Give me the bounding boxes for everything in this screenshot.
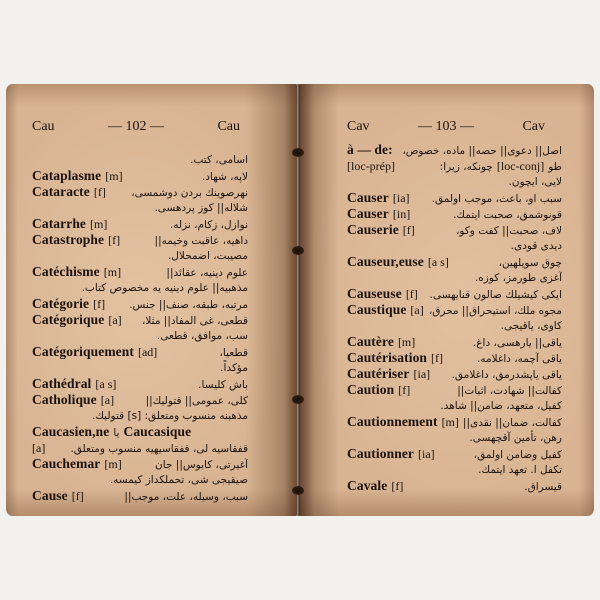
entry-line bbox=[347, 382, 562, 398]
entry-translation-group bbox=[155, 457, 248, 472]
translation: كفيل وضامن اولمق، bbox=[473, 449, 562, 461]
entry-translation-group bbox=[478, 462, 562, 478]
entry-line bbox=[32, 456, 248, 472]
entry-headword-group bbox=[32, 232, 120, 248]
translation: اسامی، کتب. bbox=[190, 154, 248, 166]
headword: Catégoriquement bbox=[32, 344, 134, 359]
entry-line bbox=[32, 488, 248, 504]
continuation-line bbox=[32, 152, 248, 168]
entry-translation-group bbox=[154, 200, 248, 216]
entry-line bbox=[347, 446, 562, 462]
entry-translation-group bbox=[124, 489, 248, 504]
continuation-line bbox=[32, 408, 248, 424]
entry-headword-group bbox=[347, 382, 410, 398]
entry-line bbox=[347, 366, 562, 382]
headword: Catégorique bbox=[32, 312, 105, 327]
continuation-line bbox=[347, 238, 562, 254]
translation: سبب او، باعث، موجب اولمق. bbox=[431, 193, 562, 205]
headword: Cavale bbox=[347, 478, 388, 493]
part-of-speech: [ia] bbox=[413, 367, 431, 381]
headword: Caucasique bbox=[123, 424, 192, 439]
entry-line bbox=[32, 296, 248, 312]
entry-translation-group bbox=[166, 265, 248, 280]
translation: سب، موافق، قطعى. bbox=[156, 330, 248, 342]
entry-translation-group bbox=[440, 398, 562, 414]
entry-line bbox=[32, 168, 248, 184]
entry-translation-group bbox=[82, 280, 248, 296]
headword: Causer bbox=[347, 190, 389, 205]
entry-headword-group bbox=[347, 206, 410, 222]
translation: كفالت|| شهادت، اثبات|| bbox=[457, 385, 562, 397]
part-of-speech: [loc-conj] bbox=[496, 159, 545, 173]
entry-headword-group bbox=[32, 216, 107, 232]
headword: Catastrophe bbox=[32, 232, 105, 247]
entry-translation-group bbox=[157, 328, 248, 344]
entry-headword-group bbox=[32, 168, 123, 184]
translation: لاف، صحبت|| كفت وكو، bbox=[455, 225, 562, 237]
entry-headword-group bbox=[32, 424, 191, 440]
translation: كفالت، ضمان|| نقدى|| bbox=[462, 417, 562, 429]
entry-headword-group bbox=[347, 254, 449, 270]
translation: لاپه، شهاد. bbox=[201, 171, 248, 183]
entry-translation-group bbox=[457, 383, 562, 398]
translation: آغيرتى، كابوس|| جان bbox=[155, 459, 248, 471]
continuation-line bbox=[32, 472, 248, 488]
part-of-speech: [f] bbox=[108, 233, 121, 247]
part-of-speech: [m] bbox=[90, 217, 108, 231]
part-of-speech: [ia] bbox=[418, 447, 435, 461]
continuation-line bbox=[32, 360, 248, 376]
headword: Causeuse bbox=[347, 286, 402, 301]
entry-headword-group bbox=[347, 334, 415, 350]
entry-translation-group bbox=[146, 393, 248, 408]
entry-line bbox=[32, 184, 248, 200]
continuation-line bbox=[347, 270, 562, 286]
translation: آغزى طورمز، كوزه. bbox=[474, 272, 562, 284]
entry-translation-group bbox=[456, 223, 562, 238]
headword: Cautionner bbox=[347, 446, 415, 461]
part-of-speech: [ad] bbox=[137, 345, 158, 359]
entry-line bbox=[32, 312, 248, 328]
entry-headword-group bbox=[347, 478, 403, 494]
continuation-line bbox=[32, 280, 248, 296]
part-of-speech: [f] bbox=[398, 383, 411, 397]
entry-headword-group bbox=[32, 344, 157, 360]
entry-line bbox=[32, 232, 248, 248]
part-of-speech: [f] bbox=[405, 287, 418, 301]
translation: علوم دينيه، عقائد|| bbox=[166, 267, 248, 279]
translation: طو bbox=[548, 161, 562, 173]
entry-headword-group bbox=[32, 488, 84, 504]
part-of-speech: [loc-prép] bbox=[347, 159, 395, 173]
entry-line bbox=[347, 286, 562, 302]
part-of-speech: [f] bbox=[71, 489, 84, 503]
headword: Cautère bbox=[347, 334, 394, 349]
headword: Catéchisme bbox=[32, 264, 100, 279]
translation: قفقاسيه لى، قفقاسيهيه منسوب ومتعلق. bbox=[70, 443, 248, 455]
translation: قطعيا، bbox=[219, 347, 248, 359]
entry-translation-group bbox=[475, 270, 562, 286]
entry-line bbox=[347, 350, 562, 366]
entry-translation-group bbox=[429, 303, 562, 318]
page-number: — 103 — bbox=[418, 119, 474, 134]
entry-translation-group bbox=[142, 313, 248, 328]
entry-translation-group bbox=[129, 297, 248, 312]
headword: Catégorie bbox=[32, 296, 90, 311]
headword: Cataplasme bbox=[32, 168, 102, 183]
entry-headword-group bbox=[32, 184, 106, 200]
continuation-line bbox=[347, 174, 562, 190]
entry-headword-group bbox=[32, 456, 122, 472]
headword: Caucasien,ne bbox=[32, 424, 110, 439]
translation: ياقى|| يارهسى، داغ. bbox=[472, 337, 562, 349]
entry-line bbox=[32, 216, 248, 232]
entry-line bbox=[32, 264, 248, 280]
entry-translation-group bbox=[70, 441, 248, 456]
translation: شلاله|| كوز پردهسى. bbox=[154, 202, 248, 214]
binding-stitch bbox=[292, 486, 304, 495]
entry-headword-group bbox=[347, 158, 395, 174]
entry-headword-group bbox=[347, 222, 415, 238]
headword: Caustique bbox=[347, 302, 407, 317]
entry-translation-group bbox=[469, 430, 562, 446]
entry-translation-group bbox=[499, 255, 562, 270]
headword: Causerie bbox=[347, 222, 399, 237]
translation: قيسراق. bbox=[524, 481, 562, 493]
entry-translation-group bbox=[452, 367, 562, 382]
inline-translation: يا bbox=[113, 427, 120, 439]
guide-word-right: Cav bbox=[522, 119, 545, 134]
entry-line bbox=[347, 190, 562, 206]
translation: مؤكداً. bbox=[220, 362, 248, 374]
translation: صيقيجى شى، تحملكداز كيمسه. bbox=[109, 474, 248, 486]
part-of-speech: [a] bbox=[410, 303, 424, 317]
translation: ديدى قودى. bbox=[510, 240, 562, 252]
entry-line bbox=[347, 478, 562, 494]
part-of-speech: [f] bbox=[93, 185, 106, 199]
part-of-speech: [m] bbox=[397, 335, 416, 349]
continuation-line bbox=[347, 318, 562, 334]
part-of-speech: [m] bbox=[104, 457, 122, 471]
entry-line bbox=[347, 222, 562, 238]
entry-translation-group bbox=[463, 415, 562, 430]
translation: مصيبت، اضمحلال. bbox=[167, 250, 248, 262]
entry-translation-group bbox=[92, 408, 248, 424]
entry-headword-group bbox=[347, 190, 410, 206]
continuation-line bbox=[347, 462, 562, 478]
translation: تكفل ا. تعهد ايتمك. bbox=[478, 464, 562, 476]
translation: رهن، تأمين آقچهسى. bbox=[469, 432, 562, 444]
entry-translation-group bbox=[474, 447, 562, 462]
entry-translation-group bbox=[110, 472, 248, 488]
translation: اصل|| دعوى|| حصه|| ماده، خصوص، bbox=[402, 145, 562, 157]
continuation-line bbox=[32, 248, 248, 264]
translation: مجوه ملك، استيحراق|| محرق، bbox=[428, 305, 562, 317]
headword: Caution bbox=[347, 382, 395, 397]
binding-stitch bbox=[292, 395, 304, 404]
entry-headword-group bbox=[347, 446, 435, 462]
headword: Catholique bbox=[32, 392, 97, 407]
part-of-speech: [f] bbox=[402, 223, 415, 237]
entry-translation-group bbox=[501, 318, 562, 334]
entry-line bbox=[32, 424, 248, 440]
entry-translation-group bbox=[170, 217, 248, 232]
binding-stitch bbox=[292, 246, 304, 255]
entry-line bbox=[347, 254, 562, 270]
part-of-speech: [f] bbox=[431, 351, 444, 365]
entry-line bbox=[32, 376, 248, 392]
part-of-speech: [a] bbox=[32, 441, 46, 455]
translation: كلى، عمومى|| قتوليك|| bbox=[145, 395, 248, 407]
translation: داهيه، عاقبت وخيمه|| bbox=[154, 235, 248, 247]
entry-translation-group bbox=[131, 185, 248, 200]
entry-translation-group bbox=[168, 248, 248, 264]
entry-headword-group bbox=[32, 296, 105, 312]
entry-headword-group bbox=[347, 286, 418, 302]
part-of-speech: [f] bbox=[391, 479, 404, 493]
binding-stitch bbox=[292, 148, 304, 157]
left-page-entries bbox=[32, 152, 248, 504]
headword: Catarrhe bbox=[32, 216, 87, 231]
translation: قطعى، غى المفاد|| مثلا، bbox=[142, 315, 248, 327]
entry-translation-group bbox=[155, 233, 248, 248]
translation: لايى، ايچون. bbox=[508, 176, 562, 188]
translation: ياقى ياپشدرمق، داغلامق. bbox=[451, 369, 562, 381]
entry-translation-group bbox=[190, 152, 248, 168]
entry-headword-group bbox=[347, 302, 424, 318]
translation: ايكى كيشيلك صالون قنايهسى. bbox=[429, 289, 562, 301]
part-of-speech: [a s] bbox=[427, 255, 449, 269]
entry-headword-group bbox=[32, 312, 122, 328]
translation: چونكه، زيرا: bbox=[439, 161, 493, 173]
entry-headword-group bbox=[32, 440, 45, 456]
headword: à — de: bbox=[347, 142, 393, 157]
headword: Cautionnement bbox=[347, 414, 438, 429]
entry-line bbox=[32, 392, 248, 408]
entry-headword-group bbox=[32, 392, 114, 408]
right-page-entries bbox=[347, 142, 562, 494]
translation: مذهبنه منسوب ومتعلق: [s] قتوليك. bbox=[91, 410, 248, 422]
entry-headword-group bbox=[347, 366, 430, 382]
entry-line bbox=[347, 414, 562, 430]
entry-line bbox=[347, 142, 562, 158]
translation: باش كليسا. bbox=[198, 379, 248, 391]
entry-translation-group bbox=[202, 169, 248, 184]
part-of-speech: [f] bbox=[93, 297, 106, 311]
entry-line bbox=[32, 344, 248, 360]
translation: مرتبه، طبقه، صنف|| جنس. bbox=[129, 299, 248, 311]
entry-line bbox=[347, 302, 562, 318]
entry-translation-group bbox=[453, 207, 562, 222]
continuation-line bbox=[347, 398, 562, 414]
part-of-speech: [m] bbox=[441, 415, 459, 429]
translation: كاوى، ياقيجى. bbox=[500, 320, 562, 332]
entry-translation-group bbox=[432, 191, 562, 206]
guide-word-left: Cau bbox=[32, 119, 55, 134]
entry-headword-group bbox=[32, 376, 116, 392]
right-page-header bbox=[347, 119, 545, 135]
entry-headword-group bbox=[32, 264, 121, 280]
entry-translation-group bbox=[430, 287, 563, 302]
continuation-line bbox=[32, 328, 248, 344]
continuation-line bbox=[347, 158, 562, 174]
translation: سبب، وسيله، علت، موجب|| bbox=[124, 491, 248, 503]
entry-translation-group bbox=[402, 143, 562, 158]
entry-headword-group bbox=[347, 414, 459, 430]
entry-translation-group bbox=[473, 335, 562, 350]
translation: ياقى آچمه، داغلامه. bbox=[476, 353, 562, 365]
headword: Cauchemar bbox=[32, 456, 101, 471]
part-of-speech: [m] bbox=[105, 169, 123, 183]
guide-word-right: Cau bbox=[217, 119, 240, 134]
page-number: — 102 — bbox=[108, 119, 164, 134]
part-of-speech: [in] bbox=[392, 207, 411, 221]
part-of-speech: [a] bbox=[108, 313, 122, 327]
part-of-speech: [a] bbox=[100, 393, 115, 407]
entry-headword-group bbox=[347, 350, 443, 366]
entry-translation-group bbox=[509, 174, 562, 190]
continuation-line bbox=[32, 200, 248, 216]
headword: Cautériser bbox=[347, 366, 410, 381]
entry-translation-group bbox=[220, 360, 248, 376]
entry-translation-group bbox=[511, 238, 562, 254]
translation: نوازل، زكام، نزله. bbox=[169, 219, 248, 231]
entry-line bbox=[347, 334, 562, 350]
guide-word-left: Cav bbox=[347, 119, 370, 134]
left-page-header bbox=[32, 119, 240, 135]
continuation-line bbox=[347, 430, 562, 446]
part-of-speech: [ia] bbox=[392, 191, 410, 205]
part-of-speech: [m] bbox=[103, 265, 122, 279]
continuation-line bbox=[32, 440, 248, 456]
entry-translation-group bbox=[220, 345, 248, 360]
headword: Cathédral bbox=[32, 376, 92, 391]
headword: Cautérisation bbox=[347, 350, 428, 365]
entry-translation-group bbox=[524, 479, 562, 494]
headword: Causer bbox=[347, 206, 389, 221]
translation: مذهبيه|| علوم دينيه يه مخصوص كتاب. bbox=[81, 282, 248, 294]
translation: قونوشمق، صحبت ايتمك. bbox=[453, 209, 562, 221]
entry-translation-group bbox=[477, 351, 562, 366]
entry-translation-group bbox=[198, 377, 248, 392]
entry-headword-group bbox=[347, 142, 393, 158]
headword: Causeur,euse bbox=[347, 254, 424, 269]
translation: كفيل، متعهد، ضامن|| شاهد. bbox=[440, 400, 562, 412]
entry-line bbox=[347, 206, 562, 222]
translation: نهرصوينك بردن دوشمسى، bbox=[131, 187, 248, 199]
entry-translation-group bbox=[440, 158, 562, 174]
headword: Cataracte bbox=[32, 184, 90, 199]
headword: Cause bbox=[32, 488, 68, 503]
part-of-speech: [a s] bbox=[95, 377, 117, 391]
translation: چوق سويلهين، bbox=[498, 257, 562, 269]
